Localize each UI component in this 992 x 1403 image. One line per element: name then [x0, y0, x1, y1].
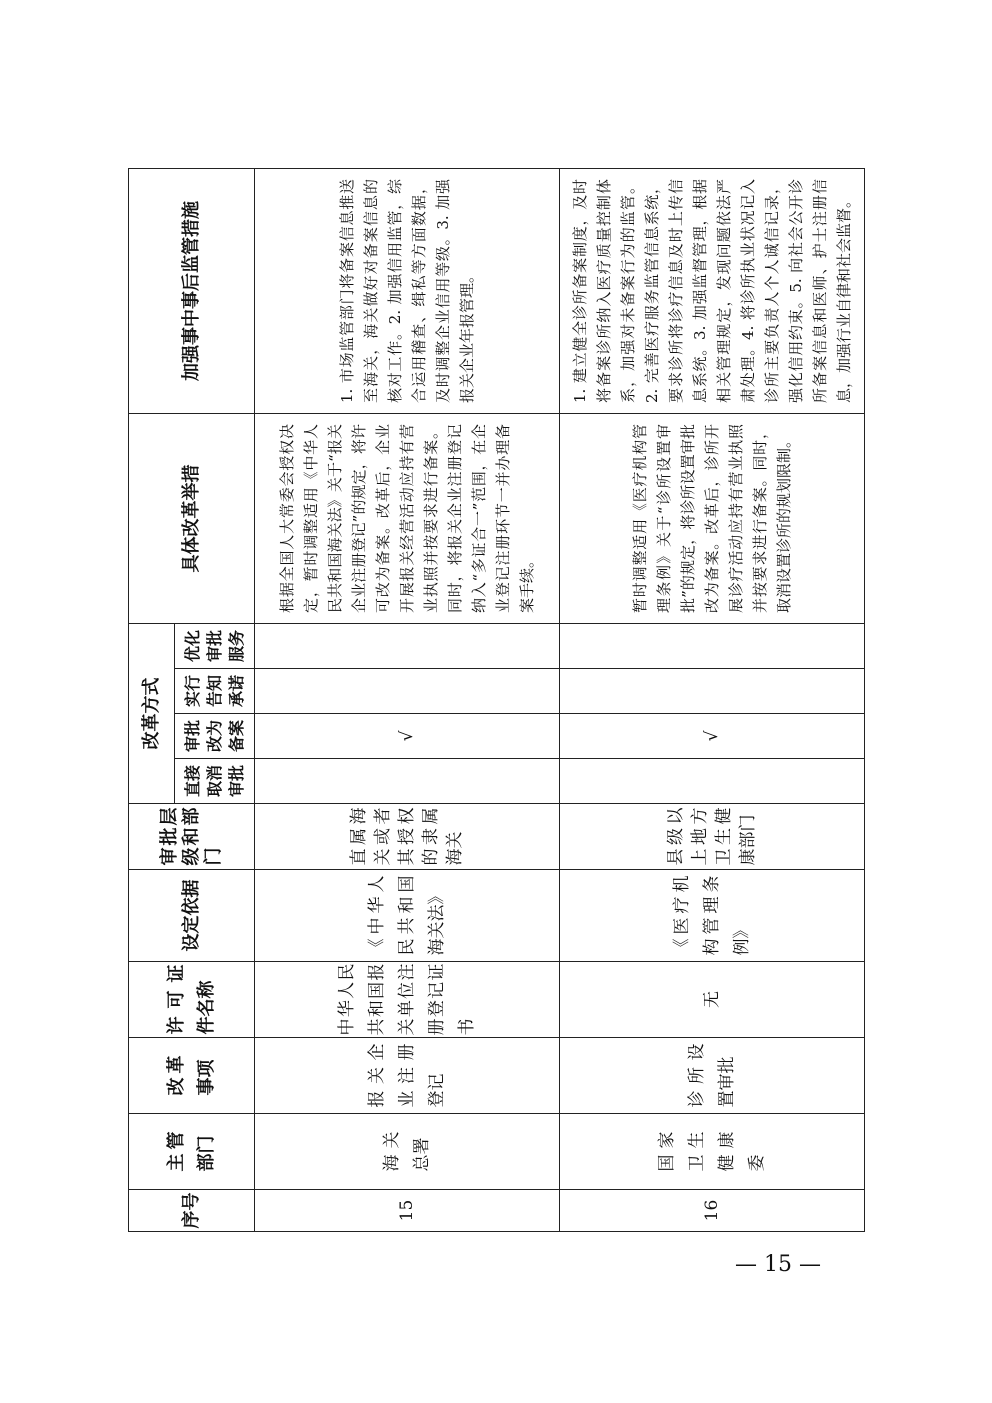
row16-dept: 国家卫生健康委 [560, 1114, 865, 1190]
row15-mode-notify [255, 669, 560, 714]
page-number: — 15 — [735, 1252, 821, 1277]
header-supervision: 加强事中事后监管措施 [129, 169, 255, 414]
header-measures: 具体改革举措 [129, 414, 255, 624]
row16-basis: 《医疗机构管理条例》 [560, 870, 865, 962]
row16-seq: 16 [560, 1190, 865, 1232]
row16-level: 县级以上地方卫生健康部门 [560, 804, 865, 870]
row15-seq: 15 [255, 1190, 560, 1232]
header-reform-mode: 改革方式 [129, 624, 175, 804]
header-mode-notify: 实行告知承诺 [175, 669, 255, 714]
row16-supervision: 1. 建立健全诊所备案制度，及时将备案诊所纳入医疗质量控制体系，加强对未备案行为的监管。2. 完善医疗服务监管信息系统，要求诊所将诊疗信息及时上传信息系统。3. 加强监督管理，根据相关管理规定，发现问题依法严肃处理。4. 将诊所执业状况记入诊所主要负责人个人诚信记录，强化信用约束。5. 向社会公开诊所备案信息和医师、护士注册信息，加强行业自律和社会监督。 [560, 169, 865, 414]
table-row [560, 169, 865, 1232]
header-row-1 [129, 169, 175, 1232]
row15-mode-optimize [255, 624, 560, 669]
row16-item: 诊所设置审批 [560, 1038, 865, 1114]
rotated-table-wrapper [128, 169, 864, 1232]
table-row [255, 169, 560, 1232]
row16-mode-notify [560, 669, 865, 714]
row16-mode-optimize [560, 624, 865, 669]
row15-mode-cancel [255, 759, 560, 804]
row16-license: 无 [560, 962, 865, 1038]
header-mode-record: 审批改为备案 [175, 714, 255, 759]
header-mode-optimize: 优化审批服务 [175, 624, 255, 669]
row15-item: 报关企业注册登记 [255, 1038, 560, 1114]
row15-mode-record-check: √ [255, 714, 560, 759]
row15-dept: 海关总署 [255, 1114, 560, 1190]
row15-measures: 根据全国人大常委会授权决定，暂时调整适用《中华人民共和国海关法》关于“报关企业注册登记”的规定，将许可改为备案。改革后，企业开展报关经营活动应持有营业执照并按要求进行备案。同时，将报关企业注册登记纳入“多证合一”范围，在企业登记注册环节一并办理备案手续。 [255, 414, 560, 624]
header-item: 改革事项 [129, 1038, 255, 1114]
row15-license: 中华人民共和国报关单位注册登记证书 [255, 962, 560, 1038]
row16-mode-record-check: √ [560, 714, 865, 759]
row15-level: 直属海关或者其授权的隶属海关 [255, 804, 560, 870]
header-level: 审批层级和部门 [129, 804, 255, 870]
header-mode-cancel: 直接取消审批 [175, 759, 255, 804]
row16-mode-cancel [560, 759, 865, 804]
row15-supervision: 1. 市场监管部门将备案信息推送至海关，海关做好对备案信息的核对工作。2. 加强信用监管，综合运用稽查、缉私等方面数据，及时调整企业信用等级。3. 加强报关企业年报管理。 [255, 169, 560, 414]
reform-table [128, 168, 865, 1232]
row15-basis: 《中华人民共和国海关法》 [255, 870, 560, 962]
header-basis: 设定依据 [129, 870, 255, 962]
row16-measures: 暂时调整适用《医疗机构管理条例》关于“诊所设置审批”的规定，将诊所设置审批改为备案。改革后，诊所开展诊疗活动应持有营业执照并按要求进行备案。同时，取消设置诊所的规划限制。 [560, 414, 865, 624]
header-license: 许可证件名称 [129, 962, 255, 1038]
header-dept: 主管部门 [129, 1114, 255, 1190]
header-seq: 序号 [129, 1190, 255, 1232]
